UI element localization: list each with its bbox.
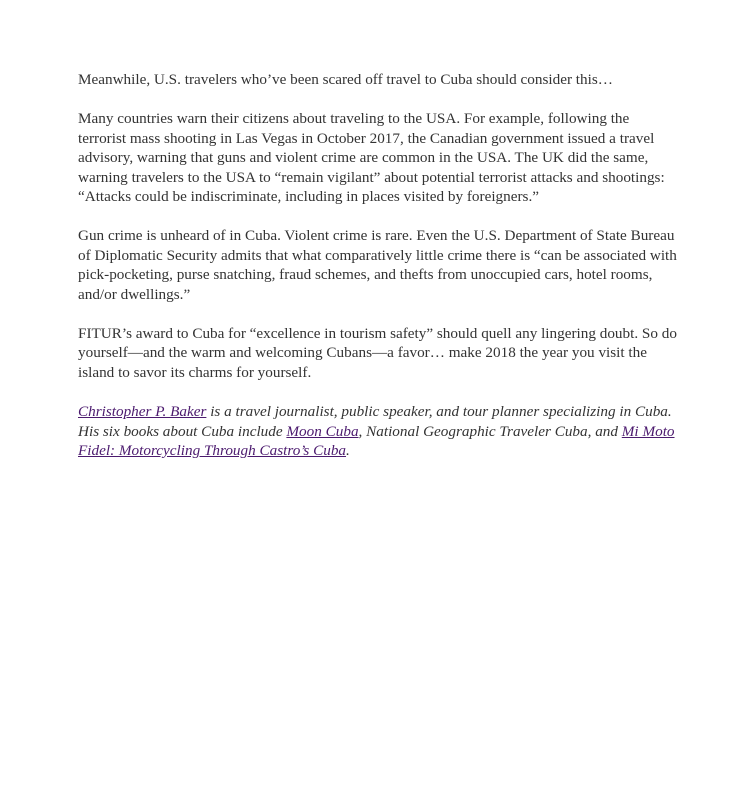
bio-text-1: is a travel journalist, public speaker, and tour planner specializing in Cuba. His six books about Cuba include <box>78 403 672 440</box>
paragraph-cuba-crime: Gun crime is unheard of in Cuba. Violent crime is rare. Even the U.S. Department of State Bureau of Diplomatic Security admits that what comparatively little crime there is “can be associated with pick-pocketing, purse snatching, fraud schemes, and thefts from unoccupied cars, hotel rooms, and/or dwellings.” <box>78 227 677 303</box>
paragraph-intro: Meanwhile, U.S. travelers who’ve been scared off travel to Cuba should consider this… <box>78 71 613 88</box>
bio-text-3: . <box>346 442 350 460</box>
author-link[interactable]: Christopher P. Baker <box>78 403 207 421</box>
author-bio <box>78 402 678 460</box>
paragraph-travel-advisories: Many countries warn their citizens about traveling to the USA. For example, following the terrorist mass shooting in Las Vegas in October 2017, the Canadian government issued a travel advisory, warning that guns and violent crime are common in the USA. The UK did the same, warning travelers to the USA to “remain vigilant” about potential terrorist attacks and shootings: “Attacks could be indiscriminate, including in places visited by foreigners.” <box>78 110 665 206</box>
paragraph-fitur-award: FITUR’s award to Cuba for “excellence in tourism safety” should quell any lingering doubt. So do yourself—and the warm and welcoming Cubans—a favor… make 2018 the year you visit the island to savor its charms for yourself. <box>78 325 677 381</box>
bio-text-2: , National Geographic Traveler Cuba, and <box>358 422 622 440</box>
article-body <box>78 70 678 481</box>
book-link-moon-cuba[interactable]: Moon Cuba <box>286 422 359 440</box>
book-link-mi-moto-fidel[interactable]: Mi Moto Fidel: Motorcycling Through Castro’s Cuba <box>78 422 675 460</box>
